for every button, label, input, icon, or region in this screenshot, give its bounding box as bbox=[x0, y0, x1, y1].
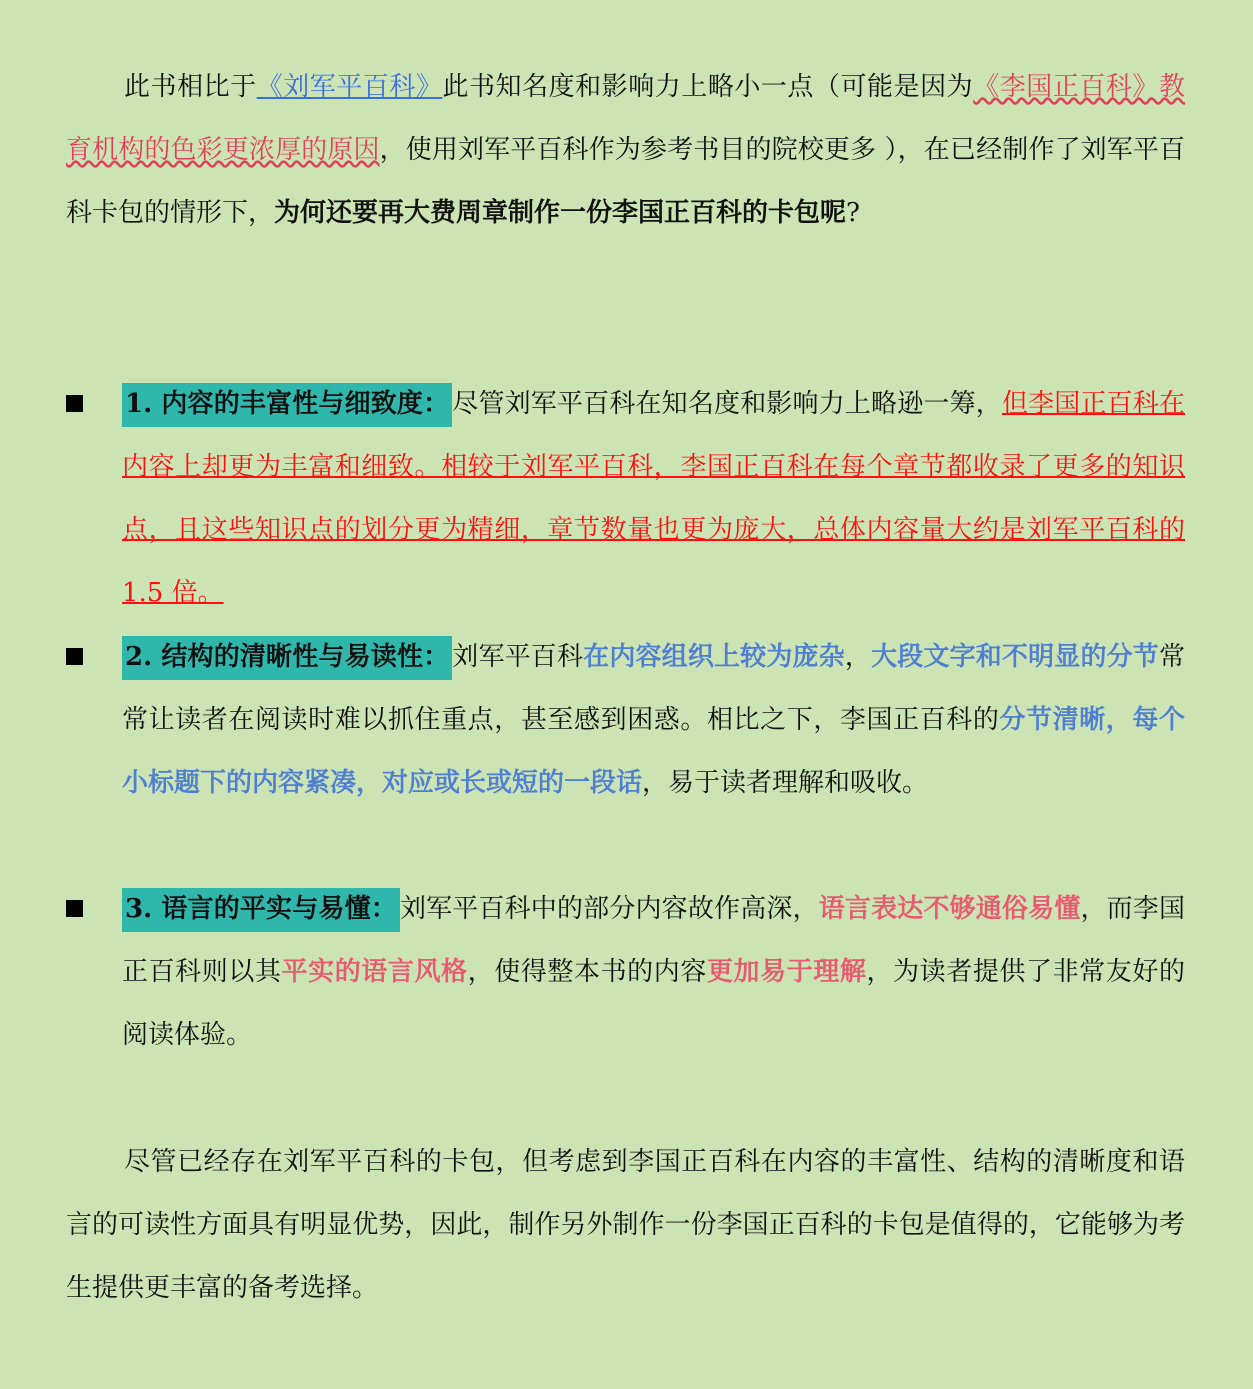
red-emphasis-text: 但李国正百科在内容上却更为丰富和细致。相较于刘军平百科，李国正百科在每个章节都收录了更多的知识点，且这些知识点的划分更为精细，章节数量也更为庞大，总体内容量大约是刘军平百科的 1.5 倍。 bbox=[122, 389, 1185, 608]
point-3-body bbox=[122, 878, 1185, 1067]
point-heading: 1. 内容的丰富性与细致度： bbox=[122, 383, 452, 427]
list-item bbox=[66, 878, 1185, 1067]
point-text: 刘军平百科中的部分内容故作高深， bbox=[399, 894, 819, 924]
square-bullet-icon bbox=[66, 395, 83, 412]
point-text: 常常让读者在阅读时难以抓住重点，甚至感到困惑。相比之下，李国正百科的 bbox=[122, 642, 1185, 735]
point-text: ， bbox=[844, 642, 872, 672]
blue-emphasis-text: 大段文字和不明显的分节 bbox=[871, 642, 1159, 672]
intro-text-2: 此书知名度和影响力上略小一点（可能是因为 bbox=[442, 72, 974, 102]
intro-question: 为何还要再大费周章制作一份李国正百科的卡包呢 bbox=[274, 198, 847, 228]
point-2-body bbox=[122, 626, 1185, 815]
blue-emphasis-text: 在内容组织上较为庞杂 bbox=[583, 642, 845, 672]
square-bullet-icon bbox=[66, 900, 83, 917]
intro-paragraph bbox=[66, 56, 1185, 245]
pink-emphasis-text: 语言表达不够通俗易懂 bbox=[818, 894, 1081, 924]
book-link-liguozheng[interactable]: 《李国正百科》教育机构的色彩更浓厚的原因 bbox=[66, 72, 1185, 165]
point-text: ，使得整本书的内容 bbox=[467, 957, 707, 987]
conclusion-paragraph: 尽管已经存在刘军平百科的卡包，但考虑到李国正百科在内容的丰富性、结构的清晰度和语言的可读性方面具有明显优势，因此，制作另外制作一份李国正百科的卡包是值得的，它能够为考生提供更丰富的备考选择。 bbox=[66, 1147, 1185, 1303]
list-item bbox=[66, 373, 1185, 625]
book-link-liujunping[interactable]: 《刘军平百科》 bbox=[256, 72, 443, 102]
intro-text-1: 此书相比于 bbox=[124, 72, 257, 102]
point-text: ，为读者提供了非常友好的阅读体验。 bbox=[122, 957, 1185, 1050]
pink-emphasis-text: 更加易于理解 bbox=[706, 957, 867, 987]
point-heading: 3. 语言的平实与易懂： bbox=[122, 888, 400, 932]
point-text: ，易于读者理解和吸收。 bbox=[642, 768, 929, 798]
pink-emphasis-text: 平实的语言风格 bbox=[281, 957, 468, 987]
point-heading: 2. 结构的清晰性与易读性： bbox=[122, 636, 452, 680]
intro-question-mark: ? bbox=[846, 198, 860, 228]
point-text: 刘军平百科 bbox=[452, 642, 584, 672]
point-text: ，而李国正百科则以其 bbox=[122, 894, 1185, 987]
intro-text-3: ，使用刘军平百科作为参考书目的院校更多 ），在已经制作了刘军平百科卡包的情形下， bbox=[66, 135, 1185, 228]
point-1-body bbox=[122, 373, 1185, 625]
point-text: 尽管刘军平百科在知名度和影响力上略逊一筹， bbox=[452, 389, 1002, 419]
blue-emphasis-text: 分节清晰，每个小标题下的内容紧凑，对应或长或短的一段话 bbox=[122, 705, 1185, 798]
list-item bbox=[66, 626, 1185, 815]
square-bullet-icon bbox=[66, 648, 83, 665]
